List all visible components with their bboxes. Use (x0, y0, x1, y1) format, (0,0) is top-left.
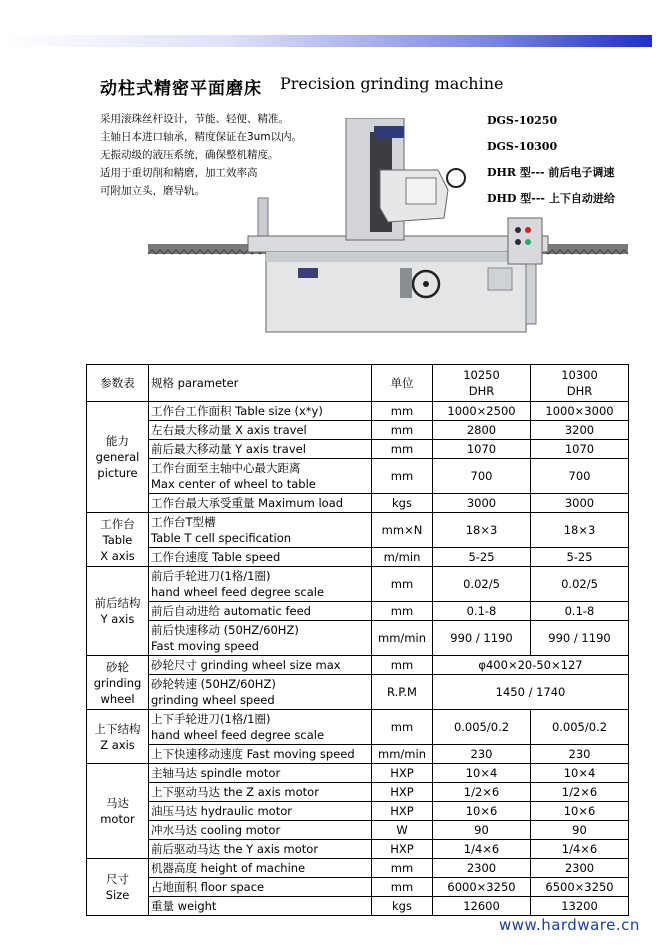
row-unit: m/min (372, 548, 433, 567)
row-unit: mm (372, 459, 433, 494)
row-unit: mm (372, 859, 433, 878)
table-row (87, 710, 629, 745)
row-unit: mm (372, 710, 433, 745)
group-capacity: 能力 general picture (87, 402, 149, 513)
row-value-2: 1/2×6 (531, 783, 629, 802)
header-model-2: 10300 DHR (531, 365, 629, 402)
row-item: 前后自动进给 automatic feed (149, 602, 372, 621)
row-value-1: 0.005/0.2 (433, 710, 531, 745)
row-item: 工作台面至主轴中心最大距离 Max center of wheel to table (149, 459, 372, 494)
row-item: 前后手轮进刀(1格/1圈) hand wheel feed degree scale (149, 567, 372, 602)
row-value-2: 6500×3250 (531, 878, 629, 897)
button-icon (525, 227, 531, 233)
row-unit: R.P.M (372, 675, 433, 710)
intro-line: 可附加立头，磨导轨。 (100, 185, 205, 197)
table-row (87, 897, 629, 916)
model-item: DGS-10300 (487, 140, 558, 153)
row-unit: mm (372, 440, 433, 459)
row-unit: HXP (372, 840, 433, 859)
machine-base (266, 252, 526, 332)
row-unit: mm (372, 602, 433, 621)
row-unit: kgs (372, 897, 433, 916)
row-value-2: 1/4×6 (531, 840, 629, 859)
header-model-1: 10250 DHR (433, 365, 531, 402)
row-item: 左右最大移动量 X axis travel (149, 421, 372, 440)
row-unit: mm (372, 878, 433, 897)
row-value-1: 1/4×6 (433, 840, 531, 859)
row-value-2: 1070 (531, 440, 629, 459)
table-row (87, 440, 629, 459)
row-value-1: 90 (433, 821, 531, 840)
row-value-1: 1070 (433, 440, 531, 459)
intro-line: 适用于重切削和精磨，加工效率高 (100, 167, 258, 179)
table-row (87, 459, 629, 494)
row-item: 占地面积 floor space (149, 878, 372, 897)
row-value-1: 12600 (433, 897, 531, 916)
group-y-axis: 前后结构 Y axis (87, 567, 149, 656)
row-value-2: 990 / 1190 (531, 621, 629, 656)
machine-nameplate (298, 268, 318, 278)
row-value-1: 700 (433, 459, 531, 494)
row-value-1: 2300 (433, 859, 531, 878)
table-header-row (87, 365, 629, 402)
group-z-axis: 上下结构 Z axis (87, 710, 149, 764)
button-icon (515, 227, 521, 233)
row-item: 上下快速移动速度 Fast moving speed (149, 745, 372, 764)
grinding-machine-image (148, 118, 628, 350)
model-item: DGS-10250 (487, 114, 558, 127)
intro-line: 采用滚珠丝杆设计，节能、轻便、精准。 (100, 113, 289, 125)
row-value-2: 18×3 (531, 513, 629, 548)
table-row (87, 567, 629, 602)
row-item: 冲水马达 cooling motor (149, 821, 372, 840)
header-gradient-bar (0, 35, 652, 47)
page-title-cn: 动柱式精密平面磨床 (100, 79, 262, 99)
row-value-1: 5-25 (433, 548, 531, 567)
row-item: 机器高度 height of machine (149, 859, 372, 878)
row-value-shared: φ400×20-50×127 (433, 656, 629, 675)
row-value-2: 3200 (531, 421, 629, 440)
button-icon (525, 239, 531, 245)
machine-brand-plate (374, 126, 404, 138)
table-row (87, 494, 629, 513)
model-item: DHR 型--- 前后电子调速 (487, 166, 615, 179)
group-table: 工作台 Table X axis (87, 513, 149, 567)
machine-right-rail (540, 244, 628, 254)
table-row (87, 840, 629, 859)
row-item: 前后驱动马达 the Y axis motor (149, 840, 372, 859)
table-row (87, 421, 629, 440)
row-value-2: 10×4 (531, 764, 629, 783)
row-unit: mm×N (372, 513, 433, 548)
row-value-2: 230 (531, 745, 629, 764)
machine-panel (488, 268, 512, 290)
table-row (87, 745, 629, 764)
row-value-2: 90 (531, 821, 629, 840)
table-row (87, 602, 629, 621)
website-link[interactable]: www.hardware.cn (499, 916, 640, 934)
row-item: 重量 weight (149, 897, 372, 916)
table-row (87, 621, 629, 656)
row-unit: HXP (372, 764, 433, 783)
row-item: 工作台最大承受重量 Maximum load (149, 494, 372, 513)
row-item: 工作台速度 Table speed (149, 548, 372, 567)
page-title-en: Precision grinding machine (280, 74, 504, 93)
row-value-2: 0.005/0.2 (531, 710, 629, 745)
row-value-shared: 1450 / 1740 (433, 675, 629, 710)
row-unit: mm (372, 421, 433, 440)
row-unit: mm (372, 656, 433, 675)
group-wheel: 砂轮 grinding wheel (87, 656, 149, 710)
row-value-2: 3000 (531, 494, 629, 513)
row-unit: mm (372, 402, 433, 421)
table-row (87, 859, 629, 878)
row-item: 主轴马达 spindle motor (149, 764, 372, 783)
row-value-2: 0.02/5 (531, 567, 629, 602)
row-value-1: 18×3 (433, 513, 531, 548)
group-size: 尺寸 Size (87, 859, 149, 916)
intro-line: 无振动级的液压系统，确保整机精度。 (100, 149, 279, 161)
machine-base-top (266, 252, 526, 262)
specification-table (86, 364, 629, 916)
table-row (87, 675, 629, 710)
row-unit: mm (372, 567, 433, 602)
row-unit: mm/min (372, 745, 433, 764)
row-value-2: 0.1-8 (531, 602, 629, 621)
row-item: 砂轮尺寸 grinding wheel size max (149, 656, 372, 675)
row-unit: W (372, 821, 433, 840)
header-param-table: 参数表 (87, 365, 149, 402)
row-unit: HXP (372, 802, 433, 821)
table-row (87, 548, 629, 567)
row-value-1: 0.02/5 (433, 567, 531, 602)
row-item: 砂轮转速 (50HZ/60HZ) grinding wheel speed (149, 675, 372, 710)
table-row (87, 802, 629, 821)
table-row (87, 821, 629, 840)
table-row (87, 402, 629, 421)
row-item: 上下手轮进刀(1格/1圈) hand wheel feed degree scale (149, 710, 372, 745)
row-unit: mm/min (372, 621, 433, 656)
row-item: 工作台工作面积 Table size (x*y) (149, 402, 372, 421)
table-row (87, 764, 629, 783)
row-value-1: 10×4 (433, 764, 531, 783)
row-value-2: 5-25 (531, 548, 629, 567)
intro-line: 主轴日本进口轴承，精度保证在3um以内。 (100, 131, 303, 143)
row-item: 油压马达 hydraulic motor (149, 802, 372, 821)
row-item: 工作台T型槽 Table T cell specification (149, 513, 372, 548)
table-row (87, 513, 629, 548)
row-value-1: 10×6 (433, 802, 531, 821)
header-unit: 单位 (372, 365, 433, 402)
row-unit: HXP (372, 783, 433, 802)
row-value-1: 230 (433, 745, 531, 764)
row-value-1: 2800 (433, 421, 531, 440)
group-motor: 马达 motor (87, 764, 149, 859)
table-row (87, 878, 629, 897)
table-row (87, 783, 629, 802)
button-icon (515, 239, 521, 245)
row-unit: kgs (372, 494, 433, 513)
machine-spindle-head (406, 178, 436, 204)
model-item: DHD 型--- 上下自动进给 (487, 192, 615, 205)
row-value-2: 13200 (531, 897, 629, 916)
row-value-1: 1/2×6 (433, 783, 531, 802)
row-value-2: 2300 (531, 859, 629, 878)
row-value-1: 0.1-8 (433, 602, 531, 621)
row-value-1: 1000×2500 (433, 402, 531, 421)
row-value-1: 3000 (433, 494, 531, 513)
row-value-1: 6000×3250 (433, 878, 531, 897)
machine-pedestal (526, 264, 536, 324)
row-value-2: 1000×3000 (531, 402, 629, 421)
row-value-2: 700 (531, 459, 629, 494)
handwheel-hub-icon (423, 281, 429, 287)
machine-control-box (508, 218, 542, 264)
header-parameter: 规格 parameter (149, 365, 372, 402)
row-item: 上下驱动马达 the Z axis motor (149, 783, 372, 802)
machine-control-plate (400, 268, 412, 298)
table-row (87, 656, 629, 675)
row-value-2: 10×6 (531, 802, 629, 821)
head-handwheel-icon (447, 169, 465, 187)
row-item: 前后最大移动量 Y axis travel (149, 440, 372, 459)
row-value-1: 990 / 1190 (433, 621, 531, 656)
row-item: 前后快速移动 (50HZ/60HZ) Fast moving speed (149, 621, 372, 656)
